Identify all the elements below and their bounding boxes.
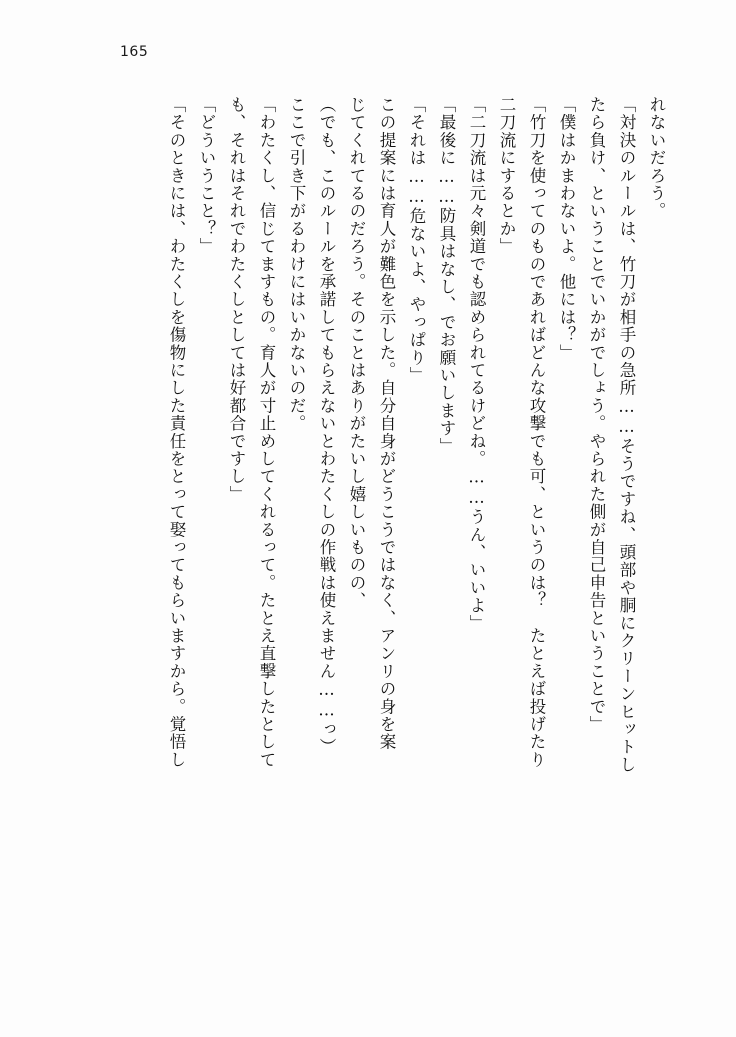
- text-line: たら負け、ということでいかがでしょう。やられた側が自己申告ということで」: [587, 96, 606, 734]
- text-line: 「対決のルールは、竹刀が相手の急所……そうですね、頭部や胴にクリーンヒットし: [617, 96, 636, 774]
- text-line: も、それはそれでわたくしとしては好都合ですし」: [227, 96, 246, 504]
- text-line: じてくれてるのだろう。そのことはありがたいし嬉しいものの、: [347, 96, 366, 610]
- text-line: この提案には育人が難色を示した。自分自身がどうこうではなく、アンリの身を案: [377, 96, 396, 751]
- text-line: 「二刀流は元々剣道でも認められてるけどね。……うん、いいよ」: [467, 96, 486, 632]
- text-line: 「竹刀を使ってのものであればどんな攻撃でも可、というのは？ たとえば投げたり: [527, 96, 546, 769]
- text-line: 「わたくし、信じてますもの。育人が寸止めしてくれるって。たとえ直撃したとして: [257, 96, 276, 769]
- text-line: 「僕はかまわないよ。他には？」: [557, 96, 576, 362]
- text-line: れないだろう。: [647, 96, 666, 220]
- text-line: ここで引き下がるわけにはいかないのだ。: [287, 96, 306, 433]
- vertical-text-body: [78, 96, 664, 962]
- text-line: 「それは……危ないよ、やっぱり」: [407, 96, 426, 385]
- page-number: 165: [120, 44, 149, 60]
- text-line: （でも、このルールを承諾してもらえないとわたくしの作戦は使えません……っ）: [317, 96, 336, 756]
- text-line: 「どういうこと？」: [197, 96, 216, 256]
- text-line: 「最後に……防具はなし、でお願いします」: [437, 96, 456, 455]
- text-line: 二刀流にするとか」: [497, 96, 516, 256]
- text-line: 「そのときには、わたくしを傷物にした責任をとって娶ってもらいますから。覚悟し: [167, 96, 186, 769]
